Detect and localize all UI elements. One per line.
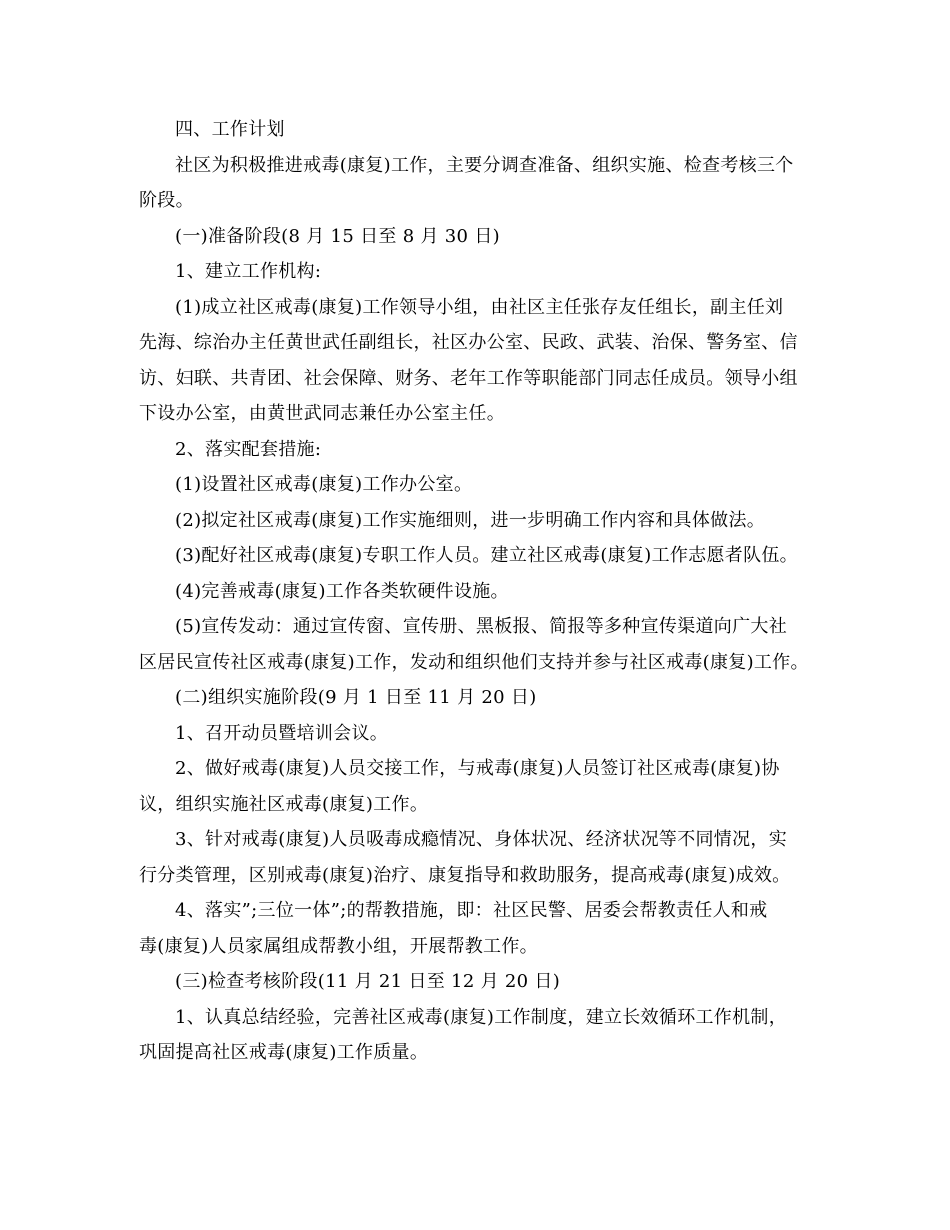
paragraph-line: 阶段。 (139, 190, 194, 211)
paragraph-first-line: 3、针对戒毒(康复)人员吸毒成瘾情况、身体状况、经济状况等不同情况，实 (175, 829, 787, 850)
paragraph-line: 行分类管理，区别戒毒(康复)治疗、康复指导和救助服务，提高戒毒(康复)成效。 (139, 864, 791, 886)
paragraph (139, 503, 824, 539)
paragraph (139, 148, 824, 219)
paragraph-first-line: (5)宣传发动：通过宣传窗、宣传册、黑板报、简报等多种宣传渠道向广大社 (175, 616, 787, 637)
paragraph (139, 290, 824, 432)
paragraph (139, 893, 824, 964)
paragraph (139, 467, 824, 503)
paragraph-first-line: 4、落实”;三位一体”;的帮教措施，即：社区民警、居委会帮教责任人和戒 (175, 900, 768, 921)
paragraph-line: 下设办公室，由黄世武同志兼任办公室主任。 (139, 403, 505, 424)
paragraph (139, 751, 824, 822)
paragraph-first-line: (2)拟定社区戒毒(康复)工作实施细则，进一步明确工作内容和具体做法。 (175, 509, 766, 531)
paragraph-first-line: 2、做好戒毒(康复)人员交接工作，与戒毒(康复)人员签订社区戒毒(康复)协 (175, 758, 780, 779)
paragraph-first-line: (一)准备阶段(8 月 15 日至 8 月 30 日) (175, 225, 500, 247)
paragraph (139, 822, 824, 893)
paragraph-line: 访、妇联、共青团、社会保障、财务、老年工作等职能部门同志任成员。领导小组 (139, 367, 798, 389)
paragraph (139, 432, 824, 468)
paragraph-first-line: 1、召开动员暨培训会议。 (175, 722, 389, 744)
paragraph (139, 574, 824, 610)
paragraph (139, 1000, 824, 1071)
paragraph-line: 区居民宣传社区戒毒(康复)工作，发动和组织他们支持并参与社区戒毒(康复)工作。 (139, 651, 809, 673)
paragraph-first-line: (三)检查考核阶段(11 月 21 日至 12 月 20 日) (175, 971, 561, 992)
paragraph (139, 219, 824, 255)
document-body (139, 112, 824, 1071)
paragraph-line: 先海、综治办主任黄世武任副组长，社区办公室、民政、武装、治保、警务室、信 (139, 332, 798, 353)
paragraph-first-line: 社区为积极推进戒毒(康复)工作，主要分调查准备、组织实施、检查考核三个 (175, 154, 794, 176)
paragraph-first-line: (3)配好社区戒毒(康复)专职工作人员。建立社区戒毒(康复)工作志愿者队伍。 (175, 545, 798, 566)
paragraph (139, 716, 824, 752)
paragraph (139, 964, 824, 1000)
paragraph-first-line: (1)成立社区戒毒(康复)工作领导小组，由社区主任张存友任组长，副主任刘 (175, 296, 784, 318)
paragraph-line: 议，组织实施社区戒毒(康复)工作。 (139, 793, 429, 815)
paragraph-first-line: (4)完善戒毒(康复)工作各类软硬件设施。 (175, 580, 509, 602)
paragraph-line: 巩固提高社区戒毒(康复)工作质量。 (139, 1042, 429, 1063)
paragraph-first-line: (二)组织实施阶段(9 月 1 日至 11 月 20 日) (175, 687, 537, 708)
paragraph-first-line: 四、工作计划 (175, 119, 285, 140)
paragraph (139, 254, 824, 290)
paragraph (139, 112, 824, 148)
paragraph (139, 609, 824, 680)
paragraph-first-line: (1)设置社区戒毒(康复)工作办公室。 (175, 474, 473, 495)
paragraph-first-line: 2、落实配套措施: (175, 438, 322, 460)
paragraph-first-line: 1、认真总结经验，完善社区戒毒(康复)工作制度，建立长效循环工作机制， (175, 1006, 787, 1028)
paragraph-first-line: 1、建立工作机构: (175, 261, 322, 282)
paragraph (139, 538, 824, 574)
paragraph (139, 680, 824, 716)
paragraph-line: 毒(康复)人员家属组成帮教小组，开展帮教工作。 (139, 935, 538, 957)
